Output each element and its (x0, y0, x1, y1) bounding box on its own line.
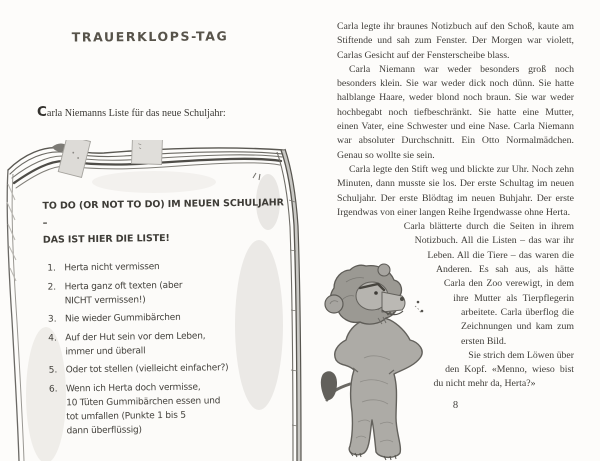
chapter-title: TRAUERKLOPS-TAG (71, 28, 229, 45)
list-item-text: Nie wieder Gummibärchen (64, 312, 181, 325)
body-paragraph (337, 163, 574, 220)
list-item-text: Wenn ich Herta doch vermisse, 10 Tüten Gummibärchen essen und tot umfallen (Punkte 1 bis 5 dann überflüssig) (65, 382, 221, 436)
list-item-text: Auf der Hut sein vor dem Leben, immer und überall (65, 330, 206, 357)
notebook-heading (42, 194, 287, 248)
list-item-number: 6. (48, 384, 58, 395)
list-item (44, 328, 288, 359)
list-item-number: 4. (48, 333, 57, 344)
list-item-text: Herta ganz oft texten (aber NICHT vermissen!) (64, 280, 183, 306)
intro-line (37, 104, 297, 120)
list-item (44, 309, 288, 326)
list-item (45, 360, 289, 377)
list-item-text: Oder tot stellen (vielleicht einfacher?) (65, 363, 229, 376)
paragraph-text: Carla legte den Stift weg und blickte zur Uhr. Noch zehn Minuten, dann musste sie los. Der erste Schultag im neuen Schuljahr. Der erste Blödtag im neuen Buhjahr. Der erste Irgendwas von einer langen Reihe Irgendwasse ohne Herta. (337, 163, 574, 218)
paragraph-text: Carla blätterte durch die Seiten in ihrem Notizbuch. All die Listen – das war ihr Leben. All die Tiere – das waren die Anderen. Es sah aus, als hätte Carla den Zoo verewigt, in dem ihre Mutter als Tierpflegerin arbeitete. Carla überflog die Zeichnungen und kam zum ersten Bild. (403, 221, 574, 347)
notebook-page (42, 194, 289, 442)
list-item (43, 277, 287, 308)
body-paragraph (337, 20, 574, 63)
lion-illustration (320, 262, 455, 461)
paragraph-text: Carla Niemann war weder besonders groß noch besonders klein. Sie war weder dick noch dünn. Sie hatte halblange Haare, weder blond noch braun. Sie war weder hochbegabt noch tiefbeschränkt. Sie hatte eine Mutter, einen Vater, eine Schwester und eine Nase. Carla Niemann war absoluter Durchschnitt. Ein Otto Normalmädchen. Genau so wollte sie sein. (337, 63, 574, 161)
body-paragraph (337, 63, 574, 163)
notebook-list (43, 258, 289, 438)
list-item-number: 2. (47, 282, 57, 293)
notebook (4, 140, 306, 461)
notebook-heading-line1: TO DO (OR NOT TO DO) IM NEUEN SCHULJAHR – (42, 197, 284, 229)
list-item-number: 5. (48, 365, 58, 376)
list-item-number: 1. (47, 263, 56, 274)
tape-icon (132, 140, 163, 165)
list-item (45, 379, 290, 438)
list-item-number: 3. (47, 314, 57, 325)
list-item-text: Herta nicht vermissen (64, 262, 160, 274)
intro-drop-cap: C (37, 104, 47, 120)
paragraph-text: Sie strich dem Löwen über den Kopf. «Menno, wieso bist du nicht mehr da, Herta?» (433, 349, 574, 390)
list-item (43, 258, 287, 275)
page-number: 8 (452, 400, 459, 411)
notebook-heading-line2: DAS IST HIER DIE LISTE! (42, 232, 170, 246)
intro-text: arla Niemanns Liste für das neue Schuljahr: (46, 108, 226, 119)
paragraph-text: Carla legte ihr braunes Notizbuch auf den Schoß, kaute am Stiftende und sah zum Fenster. Der Morgen war violett, Carlas Gesicht auf der Fensterscheibe blass. (337, 21, 574, 61)
